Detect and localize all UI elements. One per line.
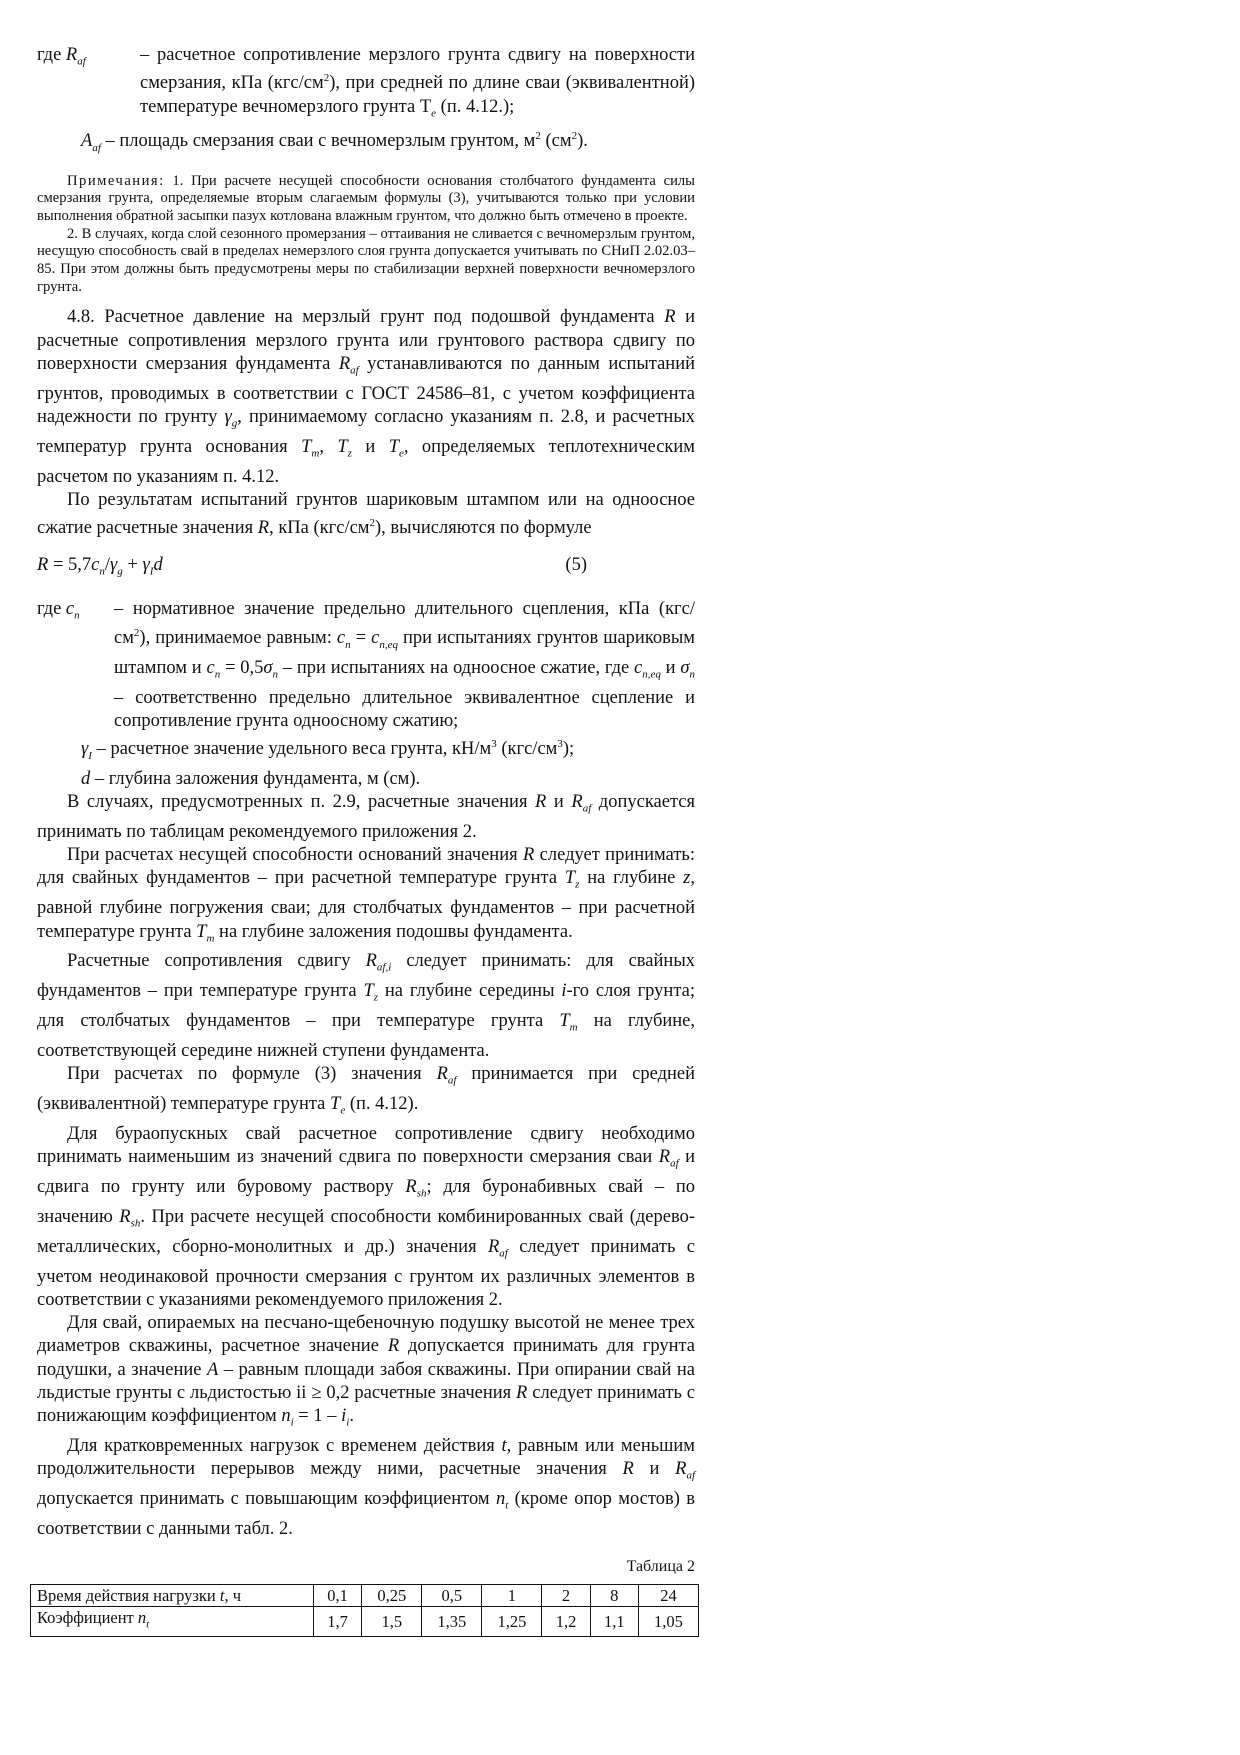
paragraph-short-loads: Для кратковременных нагрузок с временем действия t, равным или меньшим продолжительности перерывов между ними, расчетные значения R и $R_{af}$ допускается принимать с повышающим коэффициентом $n_t$ (кроме опор мостов) в соответствии с данными табл. 2. — [37, 1435, 696, 1539]
paragraph-sand-cushion: Для свай, опираемых на песчано-щебеночную подушку высотой не менее трех диаметров скважины, расчетное значение R допускается принимать для грунта подушки, а значение A – равным площади забоя скважины. При опирании свай на льдистые грунты с льдистостью ii ≥ 0,2 расчетные значения R следует принимать с понижающим коэффициентом $n_i = 1 - i_i$. — [37, 1313, 695, 1429]
definition-d: d – глубина заложения фундамента, м (см). — [81, 768, 421, 789]
table-cell: 24 — [638, 1585, 698, 1607]
paragraph-formula-3: При расчетах по формуле (3) значения $R_{af}$ принимается при средней (эквивалентной) температуре грунта $T_e$ (п. 4.12). — [37, 1064, 695, 1117]
paragraph-cases: В случаях, предусмотренных п. 2.9, расчетные значения R и $R_{af}$ допускается принимать по таблицам рекомендуемого приложения 2. — [37, 792, 695, 843]
paragraph-results: По результатам испытаний грунтов шариковым штампом или на одноосное сжатие расчетные значения R, кПа $(кгс/см^2)$, вычисляются по формуле — [37, 489, 695, 539]
table-cell: 0,25 — [362, 1585, 422, 1607]
note-1: Примечания: 1. При расчете несущей способности основания столбчатого фундамента силы смерзания грунта, определяемые вторым слагаемым формулы (3), учитываются только при условии выполнения обратной засыпки пазух котлована влажным грунтом, что должно быть отмечено в проекте. — [37, 172, 695, 224]
paragraph-calc: При расчетах несущей способности оснований значения R следует принимать: для свайных фундаментов – при расчетной температуре грунта $T_z$ на глубине z, равной глубине погружения сваи; для столбчатых фундаментов – при расчетной температуре грунта $T_m$ на глубине заложения подошвы фундамента. — [37, 845, 695, 945]
definition-aaf: $A_{af}$ – площадь смерзания сваи с вечномерзлым грунтом, $м^2$ $(см^2)$. — [81, 130, 588, 155]
document-page — [37, 44, 695, 1637]
note-2: 2. В случаях, когда слой сезонного промерзания – оттаивания не сливается с вечномерзлым грунтом, несущую способность свай в пределах немерзлого слоя грунта допускается учитывать по СНиП 2.02.03–85. При этом должны быть предусмотрены меры по стабилизации верхней поверхности вечномерзлого грунта. — [37, 225, 695, 295]
formula-number: (5) — [565, 555, 587, 576]
table-cell: 1,35 — [422, 1607, 482, 1636]
table-row — [31, 1607, 699, 1636]
table-cell: 1,5 — [362, 1607, 422, 1636]
paragraph-bored-piles: Для бураопускных свай расчетное сопротивление сдвигу необходимо принимать наименьшим из значений сдвига по поверхности смерзания сваи $R_{af}$ и сдвига по грунту или буровому раствору $R_{sh}$; для буронабивных свай – по значению $R_{sh}$. При расчете несущей способности комбинированных свай (дерево-металлических, сборно-монолитных и др.) значения $R_{af}$ следует принимать с учетом неодинаковой прочности смерзания с грунтом их различных элементов в соответствии с указаниями рекомендуемого приложения 2. — [37, 1124, 695, 1311]
definition-gamma: $\gamma_I$ – расчетное значение удельного веса грунта, $кН/м^3$ $(кгс/см^3)$; — [81, 737, 575, 762]
table-row — [31, 1585, 699, 1607]
formula-expression: $R = 5,7c_n/\gamma_g + \gamma_Id$ — [37, 555, 163, 579]
table-row-label: Коэффициент $n_t$ — [31, 1607, 314, 1636]
table-cell: 8 — [590, 1585, 638, 1607]
table-2 — [30, 1584, 699, 1636]
table-cell: 1,05 — [638, 1607, 698, 1636]
definition-raf-block: где $R_{af}$ – расчетное сопротивление мерзлого грунта сдвигу на поверхности смерзания, кПа $(кгс/см^2)$, при средней по длине сваи (эквивалентной) температуре вечномерзлого грунта $T_e$ (п. 4.12.); $A_{af}$ – площадь смерзания сваи с вечномерзлым грунтом, $м^2$ $(см^2)$. — [37, 44, 695, 161]
table-cell: 1,25 — [482, 1607, 542, 1636]
table-cell: 1,7 — [314, 1607, 362, 1636]
table-row-label: Время действия нагрузки t, ч — [31, 1585, 314, 1607]
table-cell: 0,1 — [314, 1585, 362, 1607]
notes-block — [37, 173, 695, 297]
main-text — [37, 44, 695, 1637]
table-cell: 1,1 — [590, 1607, 638, 1636]
table-cell: 1,2 — [542, 1607, 590, 1636]
definition-cn-block: где $c_n$ – нормативное значение предельно длительного сцепления, кПа $(кгс/см^2)$, принимаемое равным: $c_n = c_{n,eq}$ при испытаниях грунтов шариковым штампом и $c_n = 0,5\sigma_n$ – при испытаниях на одноосное сжатие, где $c_{n,eq}$ и $\sigma_n$ – соответственно предельно длительное эквивалентное сцепление и сопротивление грунта одноосному сжатию; $\gamma_I$ – расчетное значение удельного веса грунта, $кН/м^3$ $(кгс/см^3)$; d – глубина заложения фундамента, м (см). — [37, 598, 695, 791]
table-caption: Таблица 2 — [626, 1558, 695, 1576]
paragraph-4-8: 4.8. Расчетное давление на мерзлый грунт под подошвой фундамента R и расчетные сопротивления мерзлого грунта или грунтового раствора сдвигу по поверхности смерзания фундамента $R_{af}$ устанавливаются по данным испытаний грунтов, проводимых в соответствии с ГОСТ 24586–81, с учетом коэффициента надежности по грунту $\gamma_g$, принимаемому согласно указаниям п. 2.8, и расчетных температур грунта основания $T_m$, $T_z$ и $T_e$, определяемых теплотехническим расчетом по указаниям п. 4.12. — [37, 307, 696, 487]
paragraph-shear: Расчетные сопротивления сдвигу $R_{af,i}$ следует принимать: для свайных фундаментов – при температуре грунта $T_z$ на глубине середины i-го слоя грунта; для столбчатых фундаментов – при температуре грунта $T_m$ на глубине, соответствующей середине нижней ступени фундамента. — [37, 951, 695, 1062]
table-cell: 1 — [482, 1585, 542, 1607]
table-cell: 2 — [542, 1585, 590, 1607]
formula-5 — [37, 554, 695, 584]
table-cell: 0,5 — [422, 1585, 482, 1607]
